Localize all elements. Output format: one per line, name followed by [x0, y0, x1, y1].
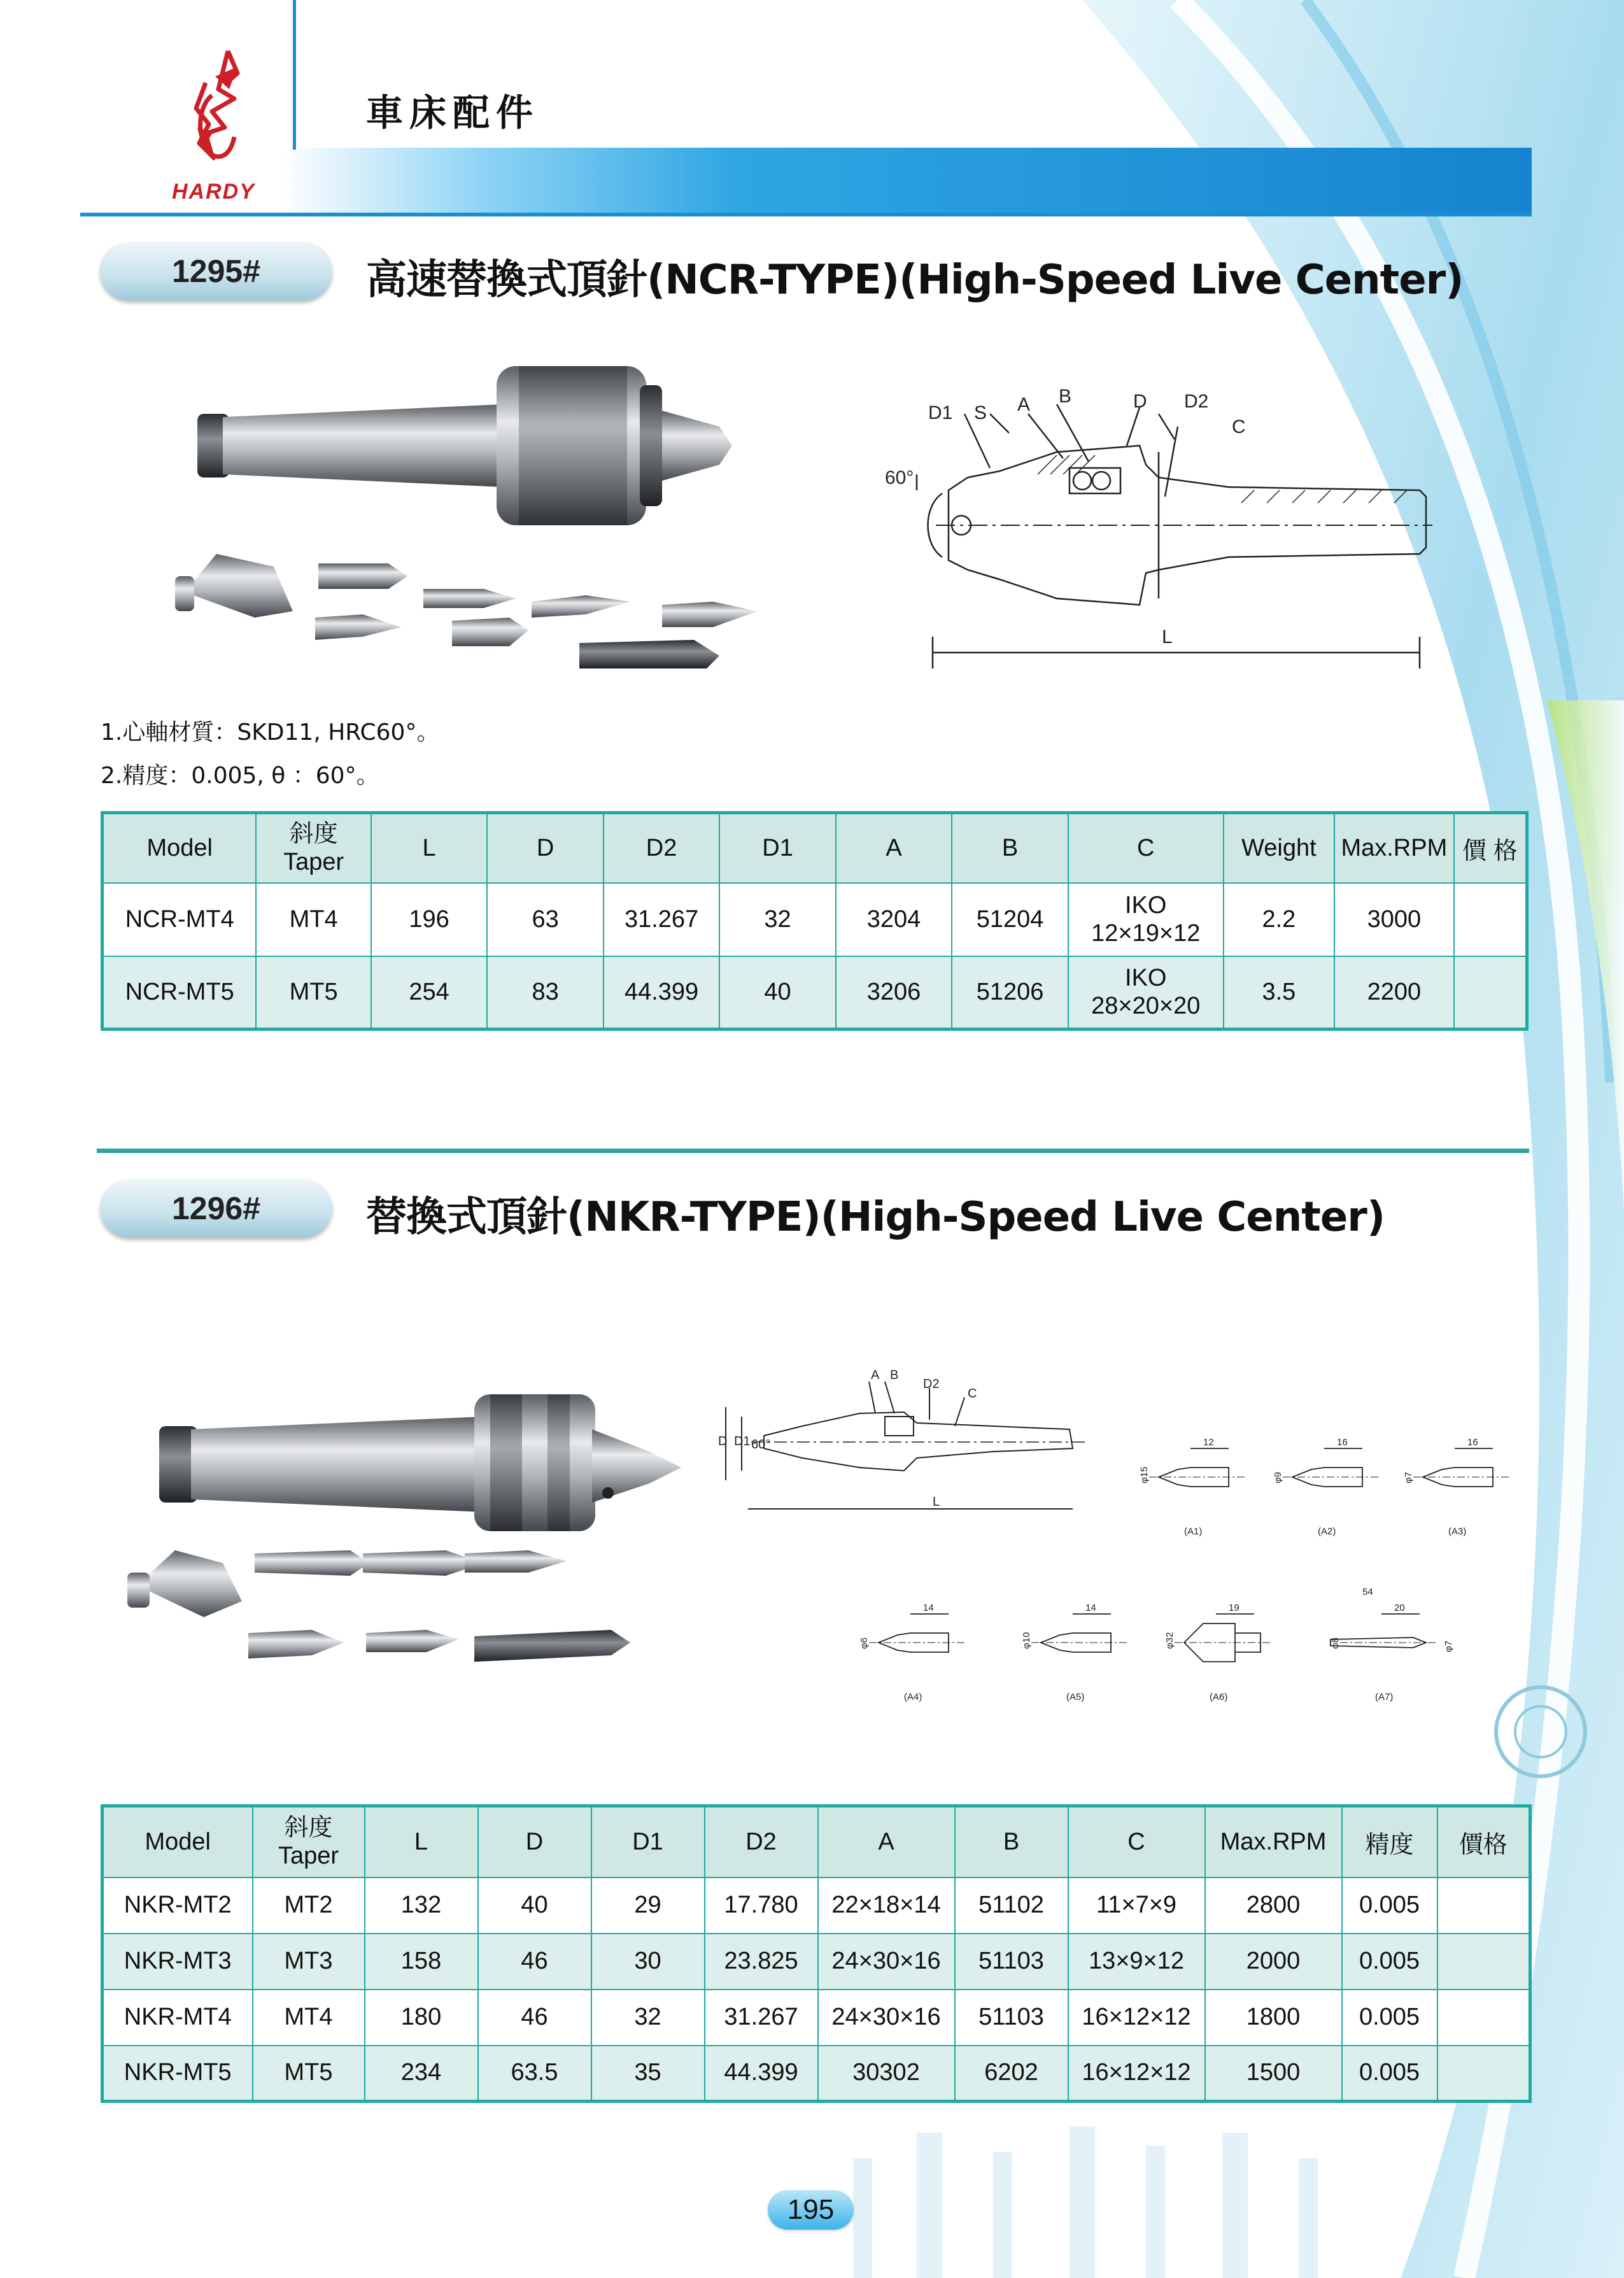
table1-header-a: A — [836, 813, 952, 883]
table2-cell: 51103 — [955, 1934, 1068, 1990]
tip-diagram — [1267, 1413, 1407, 1541]
tip-diagram — [1324, 1579, 1464, 1706]
table2-header-model: Model — [102, 1806, 253, 1878]
tip-diagram — [1397, 1413, 1537, 1541]
hardy-logo-icon — [81, 0, 292, 210]
table2-cell: 30 — [591, 1934, 705, 1990]
table2-cell: 2000 — [1205, 1934, 1342, 1990]
table1-header-maxrpm: Max.RPM — [1334, 813, 1454, 883]
section1-code-badge: 1295# — [100, 242, 332, 301]
table2-cell: 46 — [478, 1934, 591, 1990]
tip-id-label: (A5) — [1066, 1692, 1085, 1702]
ncr-live-center-photo — [172, 357, 808, 694]
table-row — [102, 1934, 1530, 1990]
tip-diameter-label: φ10 — [1021, 1632, 1032, 1649]
note-precision: 2.精度：0.005, θ ：60°。 — [101, 763, 379, 789]
diagram1-label-a: A — [1017, 394, 1031, 415]
diagram1-label-angle: 60° — [885, 467, 914, 488]
table2-cell: 40 — [478, 1878, 591, 1934]
table2-header-price: 價格 — [1437, 1806, 1530, 1878]
table2-cell: 16×12×12 — [1068, 1990, 1205, 2046]
tip-id-label: (A7) — [1375, 1692, 1394, 1702]
diagram1-label-d1: D1 — [928, 402, 953, 423]
tip-diagram — [1133, 1413, 1273, 1541]
diagram2-label-d: D — [718, 1434, 728, 1448]
table1-header-l: L — [371, 813, 487, 883]
table2-cell: NKR-MT2 — [102, 1878, 253, 1934]
tip-diameter-label: φ15 — [1139, 1466, 1150, 1483]
table2-cell: 24×30×16 — [818, 1990, 955, 2046]
table-row — [102, 1990, 1530, 2046]
table2-header-c: C — [1068, 1806, 1205, 1878]
table2-cell: MT2 — [253, 1878, 365, 1934]
diagram1-label-b: B — [1059, 386, 1072, 407]
table2-header-a: A — [818, 1806, 955, 1878]
tip-length-label: 20 — [1394, 1602, 1405, 1613]
table1-cell: 254 — [371, 956, 487, 1029]
table2-header-d: D — [478, 1806, 591, 1878]
table2-cell — [1437, 1990, 1530, 2046]
table1-cell: 32 — [719, 883, 835, 956]
table1-cell: 2.2 — [1224, 883, 1334, 956]
table1-header-b: B — [952, 813, 1068, 883]
table2-cell: 132 — [365, 1878, 478, 1934]
header-divider — [293, 0, 296, 150]
table1-cell: 3.5 — [1224, 956, 1334, 1029]
table1-cell: 83 — [487, 956, 603, 1029]
table1-cell: MT5 — [256, 956, 371, 1029]
table2-cell — [1437, 2046, 1530, 2102]
table2-cell: MT4 — [253, 1990, 365, 2046]
nkr-spec-table — [101, 1804, 1532, 2103]
table1-header-weight: Weight — [1224, 813, 1334, 883]
table2-cell: MT3 — [253, 1934, 365, 1990]
tip-diagram — [1159, 1579, 1299, 1706]
tip-length-label: 12 — [1203, 1437, 1214, 1448]
table1-header-d: D — [487, 813, 603, 883]
table1-cell: 196 — [371, 883, 487, 956]
table1-cell: 40 — [719, 956, 835, 1029]
table1-cell — [1068, 883, 1224, 956]
table1-cell: 3206 — [836, 956, 952, 1029]
table2-cell: 234 — [365, 2046, 478, 2102]
table2-cell: MT5 — [253, 2046, 365, 2102]
table1-header-d1: D1 — [719, 813, 835, 883]
section2-code-badge: 1296# — [100, 1179, 332, 1238]
table2-cell: 31.267 — [705, 1990, 818, 2046]
table2-cell: 29 — [591, 1878, 705, 1934]
table2-cell: 22×18×14 — [818, 1878, 955, 1934]
tip-diameter-label: φ32 — [1164, 1632, 1175, 1649]
diagram2-label-angle: 60° — [751, 1438, 771, 1452]
diagram2-label-a: A — [871, 1368, 880, 1382]
tip-length-label: 16 — [1467, 1437, 1478, 1448]
tip-diagram — [1015, 1579, 1155, 1706]
table2-cell: 32 — [591, 1990, 705, 2046]
table1-header-d2: D2 — [604, 813, 719, 883]
table2-cell: 0.005 — [1342, 1934, 1437, 1990]
table2-header-d1: D1 — [591, 1806, 705, 1878]
table2-cell: 16×12×12 — [1068, 2046, 1205, 2102]
taper-en: Taper — [278, 1843, 339, 1870]
diagram1-label-d2: D2 — [1184, 391, 1209, 412]
table2-cell: 6202 — [955, 2046, 1068, 2102]
table1-cell — [1454, 883, 1527, 956]
table1-cell: 44.399 — [604, 956, 719, 1029]
ncr-cross-section-diagram — [872, 369, 1432, 669]
table2-cell: 46 — [478, 1990, 591, 2046]
table2-cell: 0.005 — [1342, 2046, 1437, 2102]
table1-cell: 51204 — [952, 883, 1068, 956]
table1-cell: 3000 — [1334, 883, 1454, 956]
tip-length-label: 19 — [1229, 1602, 1239, 1613]
table1-cell — [1454, 956, 1527, 1029]
table2-cell: 63.5 — [478, 2046, 591, 2102]
table1-cell-line: IKO — [1125, 892, 1167, 919]
table2-cell: 0.005 — [1342, 1990, 1437, 2046]
table-row — [102, 2046, 1530, 2102]
tip-diameter-label: φ6 — [859, 1637, 870, 1649]
diagram1-label-d: D — [1133, 391, 1147, 412]
tip-extra-diameter-label: φ7 — [1443, 1640, 1454, 1652]
page-title: 車床配件 — [366, 91, 540, 134]
taper-zh: 斜度 — [289, 821, 338, 848]
diagram1-label-c: C — [1232, 416, 1246, 437]
table-row — [102, 883, 1527, 956]
table2-cell — [1437, 1878, 1530, 1934]
tip-diameter-label: φ7 — [1403, 1471, 1414, 1483]
table2-cell: NKR-MT5 — [102, 2046, 253, 2102]
tip-id-label: (A3) — [1448, 1526, 1467, 1537]
table2-cell: 24×30×16 — [818, 1934, 955, 1990]
tip-id-label: (A6) — [1210, 1692, 1228, 1702]
note-material: 1.心軸材質：SKD11, HRC60°。 — [101, 719, 440, 746]
table-row — [102, 956, 1527, 1029]
table2-cell: 13×9×12 — [1068, 1934, 1205, 1990]
table1-cell: 3204 — [836, 883, 952, 956]
table1-header-c: C — [1068, 813, 1224, 883]
taper-zh: 斜度 — [284, 1815, 333, 1842]
table2-cell: 51103 — [955, 1990, 1068, 2046]
table2-cell: 1800 — [1205, 1990, 1342, 2046]
table2-header-l: L — [365, 1806, 478, 1878]
table2-cell — [1437, 1934, 1530, 1990]
header-banner — [80, 148, 1532, 216]
table2-header-maxrpm: Max.RPM — [1205, 1806, 1342, 1878]
table2-cell: 30302 — [818, 2046, 955, 2102]
table1-cell: 51206 — [952, 956, 1068, 1029]
table1-cell: NCR-MT4 — [102, 883, 257, 956]
table2-cell: 35 — [591, 2046, 705, 2102]
table2-header-d2: D2 — [705, 1806, 818, 1878]
tip-diagram — [853, 1579, 993, 1706]
table1-cell-line: IKO — [1125, 965, 1167, 992]
diagram2-label-b: B — [890, 1368, 899, 1382]
tip-diameter-label: φ9 — [1273, 1471, 1283, 1483]
section1-title: 高速替換式頂針(NCR-TYPE)(High-Speed Live Center) — [366, 257, 1464, 304]
tip-id-label: (A1) — [1184, 1526, 1203, 1537]
diagram2-label-l: L — [933, 1495, 940, 1509]
table1-cell-line: 28×20×20 — [1091, 993, 1201, 1020]
nkr-live-center-photo — [127, 1382, 700, 1687]
table1-cell — [1068, 956, 1224, 1029]
table2-cell: 0.005 — [1342, 1878, 1437, 1934]
section-separator — [97, 1149, 1529, 1153]
tip-length-label: 14 — [923, 1602, 934, 1613]
table1-cell: 63 — [487, 883, 603, 956]
diagram1-label-s: S — [974, 402, 987, 423]
tip-id-label: (A2) — [1318, 1526, 1336, 1537]
tip-diameter-label: φ8 — [1330, 1637, 1341, 1649]
brand-name: HARDY — [172, 180, 255, 204]
table2-cell: 51102 — [955, 1878, 1068, 1934]
table2-cell: NKR-MT3 — [102, 1934, 253, 1990]
table2-cell: 2800 — [1205, 1878, 1342, 1934]
taper-en: Taper — [283, 849, 344, 876]
table2-cell: 1500 — [1205, 2046, 1342, 2102]
ncr-spec-table — [101, 811, 1529, 1031]
table1-cell: NCR-MT5 — [102, 956, 257, 1029]
table2-cell: 158 — [365, 1934, 478, 1990]
table1-cell: MT4 — [256, 883, 371, 956]
table-row — [102, 1878, 1530, 1934]
table2-header-precision: 精度 — [1342, 1806, 1437, 1878]
table1-cell: 31.267 — [604, 883, 719, 956]
table2-cell: 23.825 — [705, 1934, 818, 1990]
diagram1-label-l: L — [1162, 626, 1173, 647]
table2-header-b: B — [955, 1806, 1068, 1878]
tip-length-label: 14 — [1085, 1602, 1096, 1613]
table1-cell: 2200 — [1334, 956, 1454, 1029]
table2-cell: 180 — [365, 1990, 478, 2046]
section2-title: 替換式頂針(NKR-TYPE)(High-Speed Live Center) — [366, 1194, 1385, 1241]
table2-cell: 11×7×9 — [1068, 1878, 1205, 1934]
diagram2-label-d1: D1 — [734, 1434, 751, 1448]
table1-header-model: Model — [102, 813, 257, 883]
table2-cell: 44.399 — [705, 2046, 818, 2102]
tip-length-label: 16 — [1337, 1437, 1348, 1448]
diagram2-label-c: C — [968, 1387, 977, 1401]
replacement-tips-diagrams — [828, 1413, 1502, 1706]
tip-id-label: (A4) — [904, 1692, 922, 1702]
tip-extra-length-label: 54 — [1362, 1587, 1373, 1597]
table1-header-price: 價 格 — [1454, 813, 1527, 883]
table2-cell: NKR-MT4 — [102, 1990, 253, 2046]
table2-cell: 17.780 — [705, 1878, 818, 1934]
header-underline — [80, 213, 1532, 216]
table2-header-taper — [253, 1806, 365, 1878]
table1-header-taper — [256, 813, 371, 883]
page-number: 195 — [768, 2190, 854, 2230]
table1-cell-line: 12×19×12 — [1091, 920, 1201, 947]
diagram2-label-d2: D2 — [923, 1377, 940, 1391]
